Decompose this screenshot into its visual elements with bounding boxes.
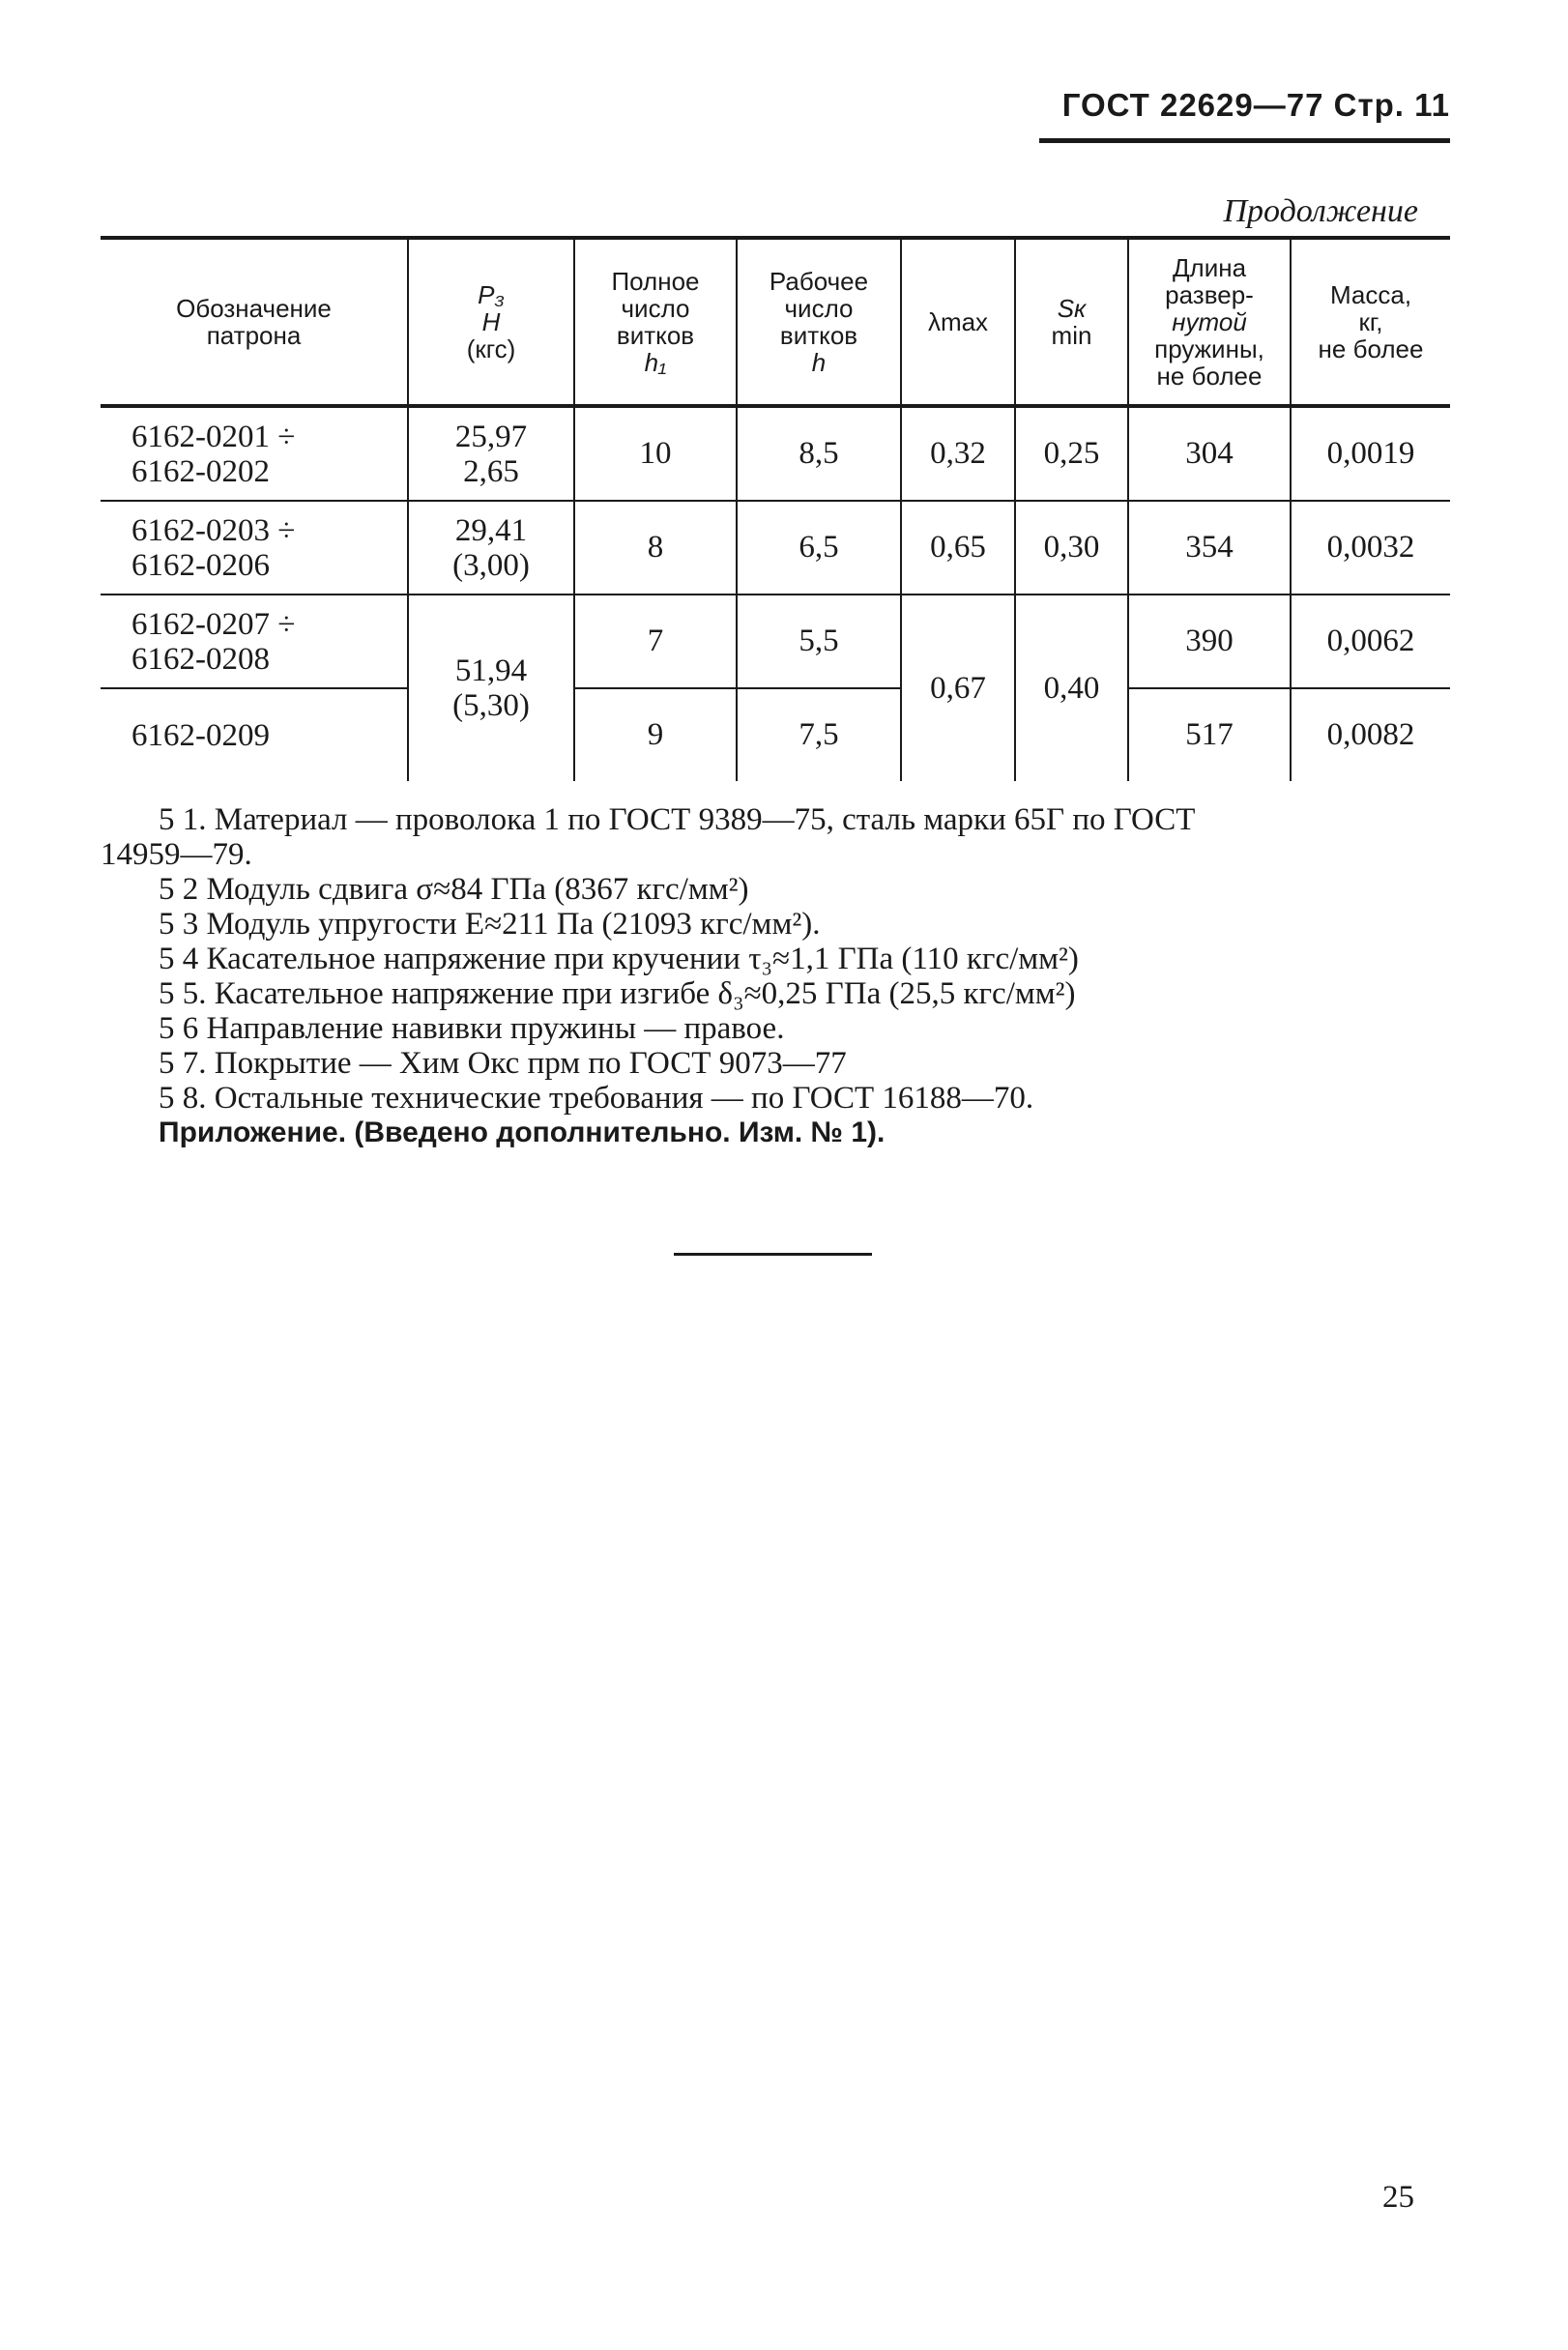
page-number: 25 [1382, 2180, 1414, 2215]
technical-notes [101, 802, 1450, 1150]
force-line: 29,41 [454, 512, 528, 548]
designation-line: 6162-0208 [131, 641, 270, 677]
note-5-3: 5 3 Модуль упругости E≈211 Па (21093 кгс/мм²). [159, 907, 821, 942]
col-full-turns-line: Полное [611, 267, 700, 296]
col-full-turns-line: число [621, 294, 690, 323]
cell-full-turns: 8 [574, 501, 737, 595]
col-working-turns-line: h [811, 348, 827, 377]
designation-line: 6162-0209 [131, 717, 270, 753]
col-length-line: развер- [1165, 280, 1254, 309]
table-header-row [101, 238, 1450, 406]
force-line: (3,00) [452, 547, 530, 583]
col-full-turns-line: витков [616, 321, 695, 350]
note-5-8: 5 8. Остальные технические требования — по ГОСТ 16188—70. [159, 1081, 1034, 1116]
col-lambda-line: λmax [927, 307, 989, 336]
note-5-7: 5 7. Покрытие — Хим Окс прм по ГОСТ 9073—77 [159, 1046, 847, 1081]
cell-length: 354 [1128, 501, 1291, 595]
table-row [101, 501, 1450, 595]
force-line: 25,97 [454, 419, 528, 454]
cell-lambda: 0,65 [901, 501, 1015, 595]
cell-full-turns: 7 [574, 595, 737, 688]
table-row [101, 595, 1450, 688]
col-mass-line: не более [1318, 334, 1424, 363]
cell-working-turns: 6,5 [737, 501, 901, 595]
cell-full-turns: 9 [574, 688, 737, 781]
col-working-turns-line: число [784, 294, 854, 323]
spec-table [101, 236, 1450, 781]
col-full-turns-line: h₁ [644, 348, 667, 377]
col-designation [101, 238, 408, 406]
col-mass-line: кг, [1358, 307, 1383, 336]
col-lambda [901, 238, 1015, 406]
col-designation-line: Обозначение [176, 294, 332, 323]
col-designation-line: патрона [206, 321, 302, 350]
col-mass [1291, 238, 1450, 406]
page-header: ГОСТ 22629—77 Стр. 11 [1061, 87, 1450, 123]
cell-length: 517 [1128, 688, 1291, 781]
col-length-line: нутой [1172, 307, 1247, 336]
cell-designation [101, 501, 408, 595]
force-line: 2,65 [463, 453, 519, 489]
note-5-1: 5 1. Материал — проволока 1 по ГОСТ 9389—75, сталь марки 65Г по ГОСТ [159, 802, 1196, 837]
col-length-line: пружины, [1154, 334, 1264, 363]
col-working-turns [737, 238, 901, 406]
col-force-line: P₃ [478, 280, 505, 309]
note-5-6: 5 6 Направление навивки пружины — правое. [159, 1011, 785, 1046]
cell-designation [101, 688, 408, 781]
cell-force [408, 406, 574, 501]
cell-sk: 0,25 [1015, 406, 1128, 501]
continuation-label: Продолжение [1223, 193, 1418, 229]
cell-working-turns: 7,5 [737, 688, 901, 781]
note-5-4: 5 4 Касательное напряжение при кручении τ₃≈1,1 ГПа (110 кгс/мм²) [159, 942, 1079, 976]
cell-working-turns: 5,5 [737, 595, 901, 688]
col-full-turns [574, 238, 737, 406]
table-row [101, 688, 1450, 781]
col-sk [1015, 238, 1128, 406]
col-length-line: Длина [1172, 253, 1247, 282]
table-row [101, 406, 1450, 501]
cell-mass: 0,0062 [1291, 595, 1450, 688]
cell-mass: 0,0032 [1291, 501, 1450, 595]
note-5-5: 5 5. Касательное напряжение при изгибе δ₃≈0,25 ГПа (25,5 кгс/мм²) [159, 976, 1076, 1011]
designation-line: 6162-0206 [131, 547, 270, 583]
designation-line: 6162-0201 ÷ [131, 419, 296, 454]
col-force [408, 238, 574, 406]
cell-working-turns: 8,5 [737, 406, 901, 501]
designation-line: 6162-0202 [131, 453, 270, 489]
cell-force [408, 595, 574, 781]
col-sk-line: Sк [1057, 294, 1087, 323]
col-force-line: H [481, 307, 501, 336]
col-force-line: (кгс) [466, 334, 516, 363]
cell-length: 304 [1128, 406, 1291, 501]
designation-line: 6162-0207 ÷ [131, 606, 296, 642]
cell-lambda: 0,67 [901, 595, 1015, 781]
note-5-1-continued: 14959—79. [101, 837, 252, 872]
col-sk-line: min [1051, 321, 1092, 350]
force-line: (5,30) [452, 688, 530, 723]
cell-mass: 0,0082 [1291, 688, 1450, 781]
col-mass-line: Масса, [1329, 280, 1412, 309]
cell-full-turns: 10 [574, 406, 737, 501]
designation-line: 6162-0203 ÷ [131, 512, 296, 548]
cell-length: 390 [1128, 595, 1291, 688]
col-length-line: не более [1156, 362, 1263, 391]
cell-mass: 0,0019 [1291, 406, 1450, 501]
note-5-2: 5 2 Модуль сдвига σ≈84 ГПа (8367 кгс/мм²) [159, 872, 749, 907]
col-length [1128, 238, 1291, 406]
col-working-turns-line: витков [779, 321, 858, 350]
col-working-turns-line: Рабочее [769, 267, 869, 296]
appendix-note: Приложение. (Введено дополнительно. Изм. № 1). [159, 1117, 886, 1148]
force-line: 51,94 [454, 653, 528, 688]
cell-force [408, 501, 574, 595]
cell-designation [101, 406, 408, 501]
cell-lambda: 0,32 [901, 406, 1015, 501]
header-rule [1039, 138, 1450, 143]
cell-sk: 0,30 [1015, 501, 1128, 595]
cell-sk: 0,40 [1015, 595, 1128, 781]
cell-designation [101, 595, 408, 688]
end-rule [674, 1253, 872, 1256]
